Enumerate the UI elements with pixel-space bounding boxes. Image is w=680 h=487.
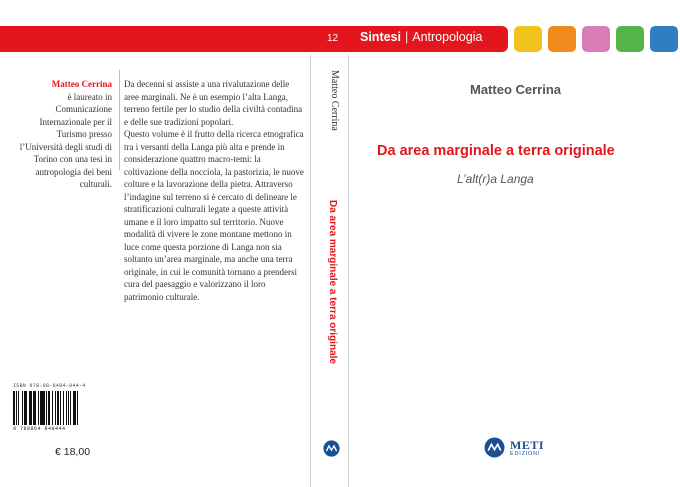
spine-title: Da area marginale a terra originale [327,200,338,364]
barcode-bar [22,391,23,425]
swatch-pink [582,26,610,52]
isbn-label: ISBN 978-88-6484-044-4 [13,383,86,389]
blurb-paragraph: Questo volume è il frutto della ricerca etnografica tra i versanti della Langa più alta e prende in considerazione quattro macro-temi: la coltivazione della nocciola, la pastorizia, le nuove colture e la lavorazione della pietra. Attraverso l’indagine sul terreno si è cercato di delineare le stratificazioni culturali legate a queste attività umane e il loro impatto sul territorio. Nuove modalità di vivere le zone montane mettono in luce come questa porzione di Langa non sia soltanto un’area marginale, ma anche una terra originale, in cui le comunità tornano a prendersi cura del paesaggio e valorizzano il loro patrimonio culturale. [124,129,304,302]
publisher-logo-icon [323,440,340,457]
swatch-yellow [514,26,542,52]
barcode-bar [38,391,39,425]
barcode-bar [46,391,47,425]
barcode-bar [29,391,32,425]
series-subject: Antropologia [412,30,483,44]
barcode-bar [66,391,67,425]
barcode-bar [63,391,64,425]
spine-right-fold [348,55,349,487]
barcode-bar [73,391,76,425]
publisher-name: METI [510,438,545,452]
front-subtitle: L’alt(r)a Langa [457,172,534,186]
swatch-orange [548,26,576,52]
barcode-bar [13,391,15,425]
barcode-bar [52,391,53,425]
barcode-bar [26,391,27,425]
front-title: Da area marginale a terra originale [377,143,615,159]
barcode-bar [24,391,26,425]
publisher-logo-icon [484,437,505,458]
barcode [13,391,98,425]
barcode-bar [40,391,43,425]
barcode-bar [18,391,19,425]
barcode-bar [60,391,61,425]
barcode-bar [43,391,45,425]
publisher-subtitle: EDIZIONI [510,451,541,457]
series-color-swatches [514,26,680,52]
series-name [360,30,482,44]
barcode-digits: 9 788864 840444 [13,426,66,432]
blurb-paragraph: Da decenni si assiste a una rivalutazione delle aree marginali. Ne è un esempio l’alta Langa, terreno fertile per lo studio della civiltà contadina e delle sue tradizioni popolari. [124,79,303,127]
series-name-bold: Sintesi [360,30,401,44]
barcode-bar [34,391,36,425]
back-author-name: Matteo Cerrina [51,79,112,89]
author-bio [12,78,112,191]
price: € 18,00 [55,446,91,458]
spine-left-fold [310,55,311,487]
series-number: 12 [327,33,339,44]
author-bio-text: è laureato in Comunicazione Internazionale per il Turismo presso l’Università degli studi di Torino con una tesi in antropologia dei beni culturali. [19,91,112,189]
spine-author: Matteo Cerrina [329,70,340,131]
barcode-bar [33,391,34,425]
swatch-green [616,26,644,52]
series-separator: | [405,30,409,44]
swatch-blue [650,26,678,52]
barcode-bar [48,391,50,425]
barcode-bar [55,391,56,425]
back-cover-divider [119,70,120,170]
barcode-bar [57,391,59,425]
barcode-bar [77,391,78,425]
front-author: Matteo Cerrina [470,82,562,97]
barcode-bar [70,391,71,425]
barcode-bar [16,391,17,425]
barcode-bar [68,391,70,425]
back-cover-blurb [124,78,306,303]
